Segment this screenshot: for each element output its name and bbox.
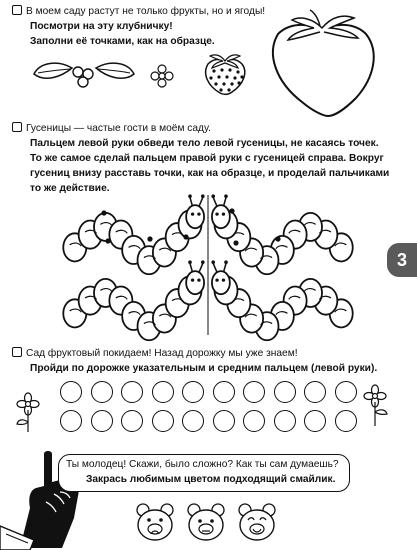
flower-icon [150, 64, 174, 88]
section2-line5: то же действие. [30, 183, 110, 194]
path-circles-row-2 [60, 410, 357, 432]
path-circle[interactable] [274, 381, 296, 403]
smiley-icon[interactable] [133, 500, 177, 544]
path-circle[interactable] [213, 381, 235, 403]
path-circle[interactable] [121, 410, 143, 432]
path-circle[interactable] [335, 410, 357, 432]
caterpillar-icon [63, 194, 204, 274]
section2-line4: гусениц внизу расставь точки, как на образце, и проделай пальчиками [30, 168, 390, 179]
path-circle[interactable] [60, 410, 82, 432]
path-circle[interactable] [304, 410, 326, 432]
sample-strawberry-icon [200, 48, 250, 98]
path-circle[interactable] [335, 381, 357, 403]
caterpillar-icon [211, 194, 352, 274]
leaves-icon [30, 56, 138, 94]
path-circle[interactable] [213, 410, 235, 432]
caterpillars-illustration [0, 195, 417, 345]
section1-line2: Посмотри на эту клубничку! [30, 21, 173, 32]
bubble-line1: Ты молодец! Скажи, было сложно? Как ты сам думаешь? [66, 459, 339, 470]
path-circle[interactable] [121, 381, 143, 403]
flower-icon [14, 392, 42, 434]
section3-line1: Сад фруктовый покидаем! Назад дорожку мы уже знаем! [12, 347, 298, 361]
path-circle[interactable] [91, 410, 113, 432]
section2-line1: Гусеницы — частые гости в моём саду. [12, 122, 211, 136]
path-circle[interactable] [304, 381, 326, 403]
path-circle[interactable] [274, 410, 296, 432]
path-circle[interactable] [152, 381, 174, 403]
path-circle[interactable] [243, 410, 265, 432]
caterpillar-icon [211, 260, 352, 340]
section1-line3: Заполни её точками, как на образце. [30, 36, 215, 47]
path-circle[interactable] [152, 410, 174, 432]
flower-icon [360, 384, 390, 428]
checkbox-icon[interactable] [12, 122, 22, 132]
strawberry-icon [262, 2, 382, 120]
smiley-icon[interactable] [235, 500, 279, 544]
path-circle[interactable] [60, 381, 82, 403]
checkbox-icon[interactable] [12, 5, 22, 15]
section2-line3: То же самое сделай пальцем правой руки с гусеницей справа. Вокруг [30, 153, 384, 164]
section3-line2: Пройди по дорожке указательным и средним пальцем (левой руки). [30, 363, 378, 374]
bubble-line2: Закрась любимым цветом подходящий смайлик. [86, 474, 336, 485]
path-circles-row-1 [60, 381, 357, 403]
path-circle[interactable] [91, 381, 113, 403]
path-circle[interactable] [243, 381, 265, 403]
path-circle[interactable] [182, 381, 204, 403]
section2-line2: Пальцем левой руки обведи тело левой гусеницы, не касаясь точек. [30, 138, 379, 149]
section1-line1: В моем саду растут не только фрукты, но и ягоды! [12, 5, 265, 19]
checkbox-icon[interactable] [12, 347, 22, 357]
smiley-icon[interactable] [184, 500, 228, 544]
page-number-tab: 3 [387, 243, 417, 277]
caterpillar-icon [63, 260, 204, 340]
path-circle[interactable] [182, 410, 204, 432]
